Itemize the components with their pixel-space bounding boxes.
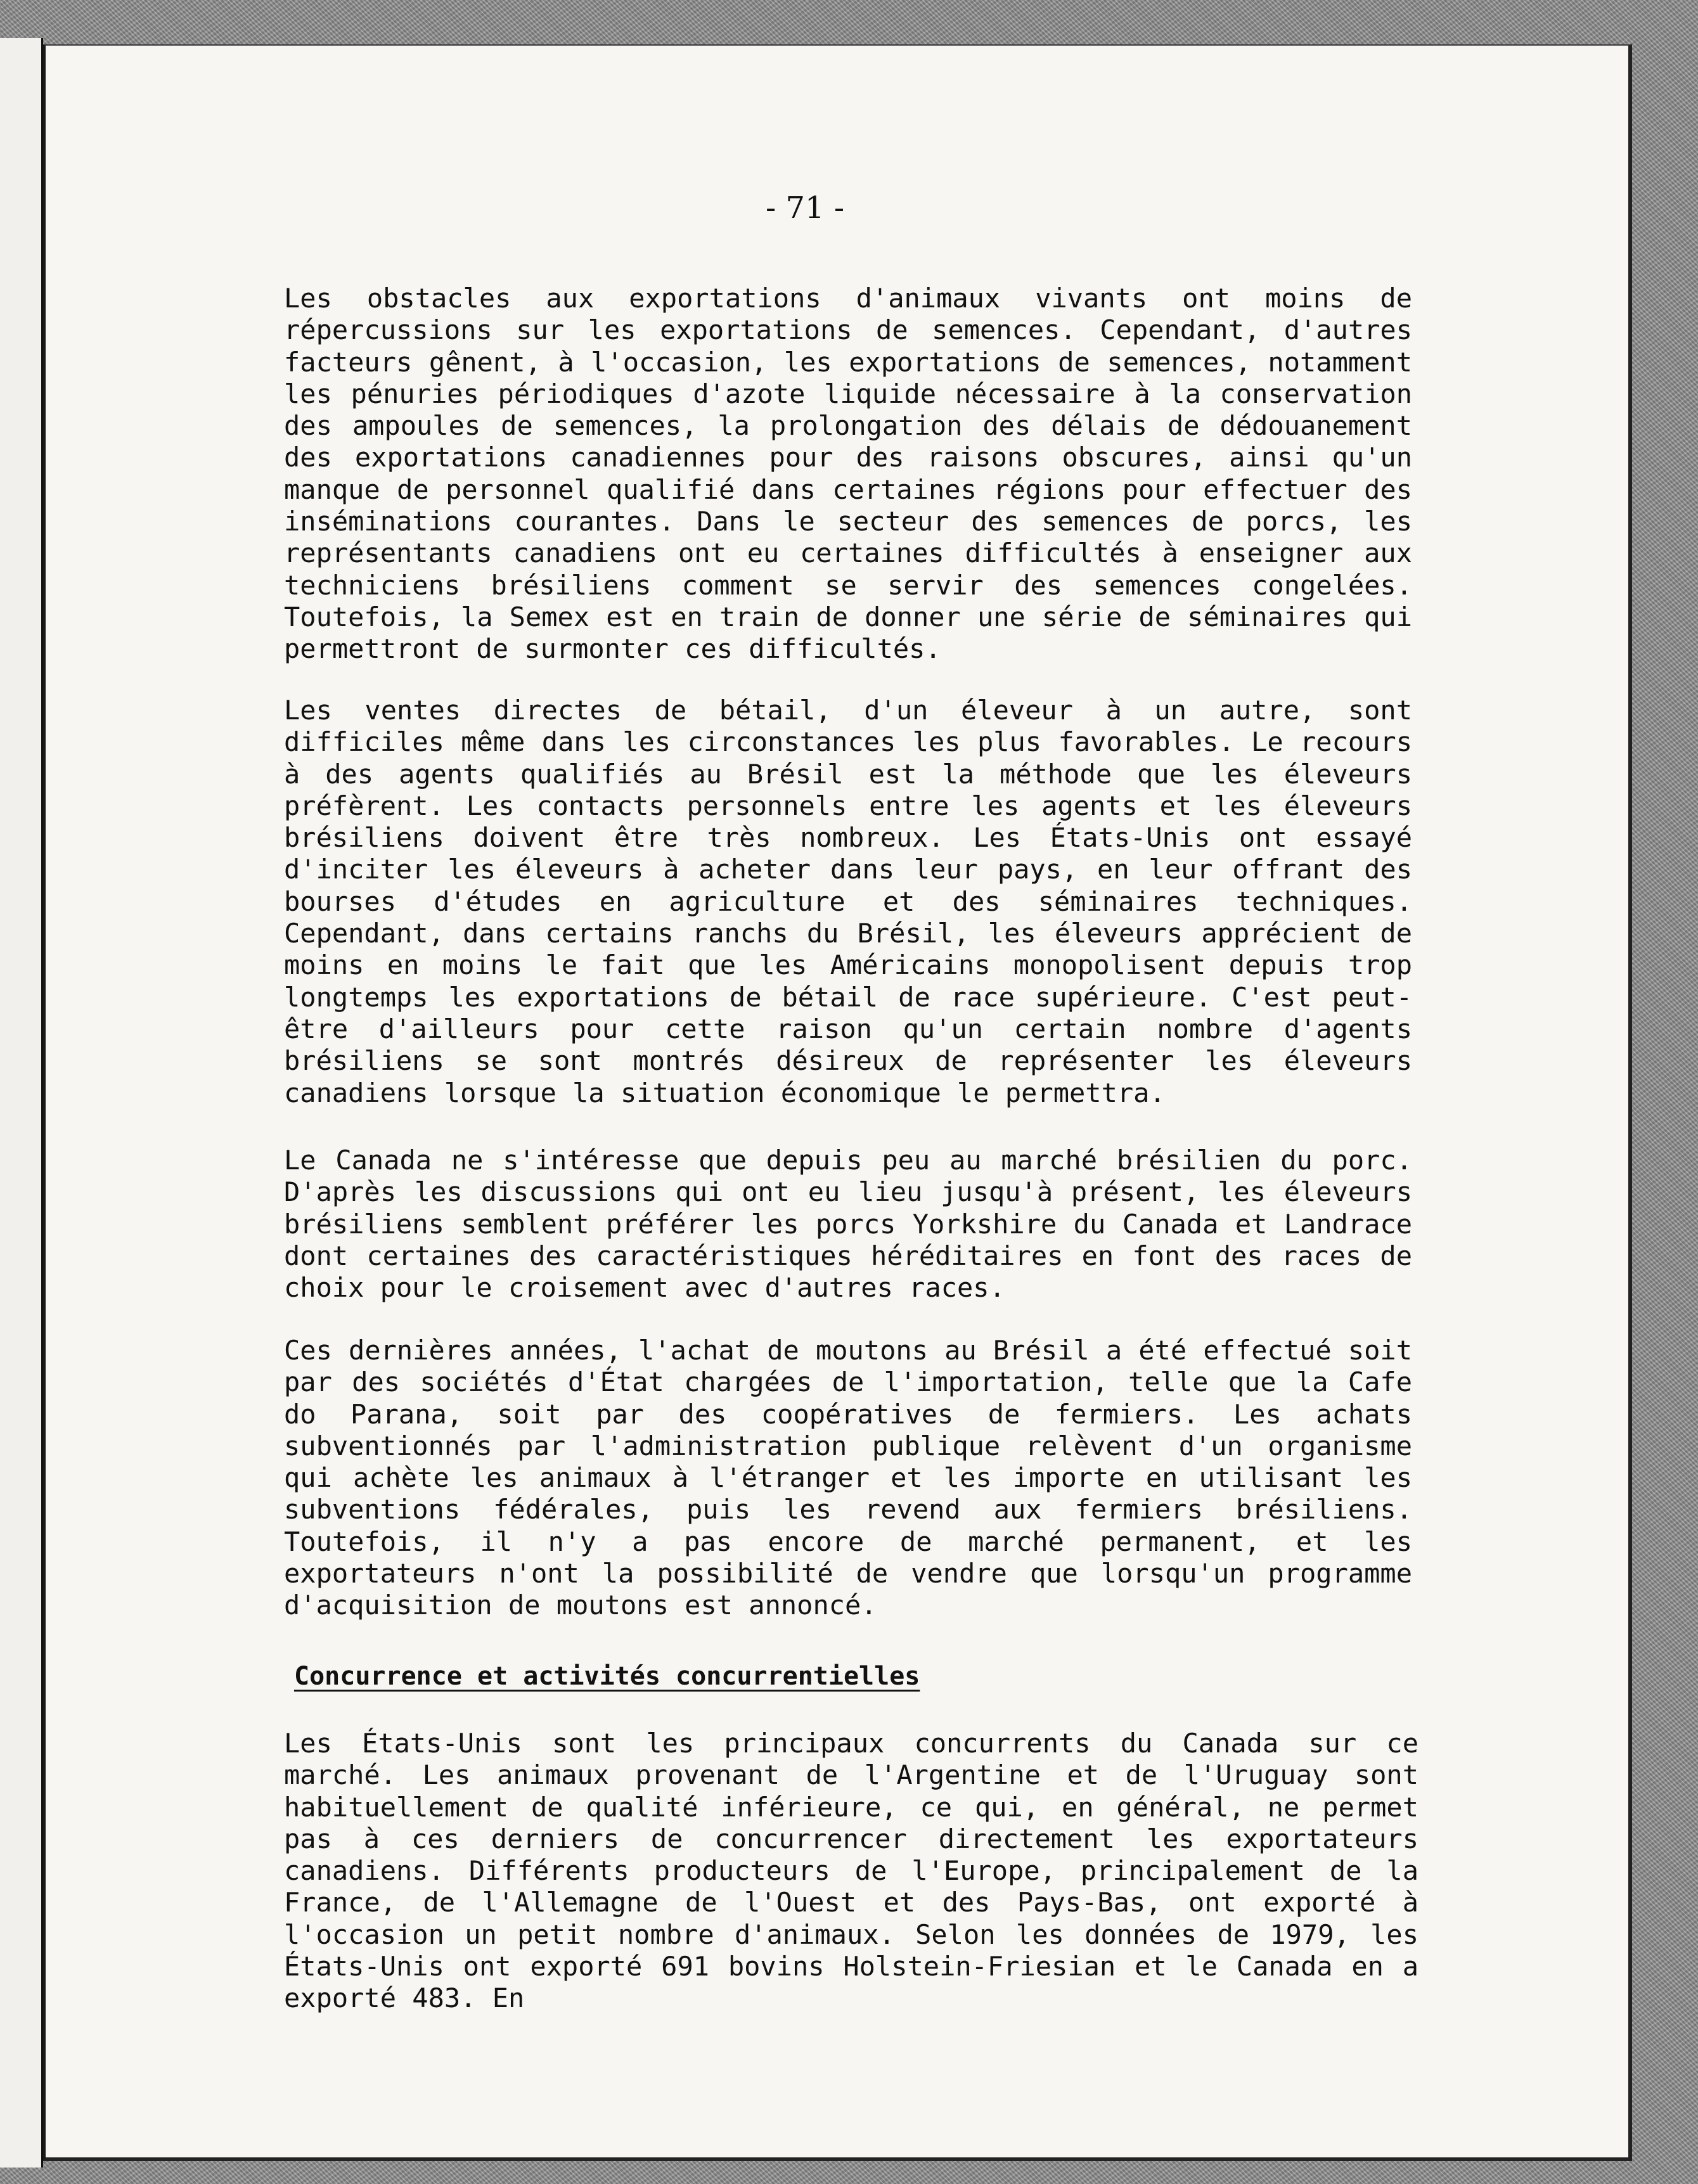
paragraph-competitors: Les États-Unis sont les principaux concurrents du Canada sur ce marché. Les animaux provenant de l'Argentine et de l'Uruguay sont habituellement de qualité inférieure, ce qui, en général, ne permet pas à ces derniers de concurrencer directement les exportateurs canadiens. Différents producteurs de l'Europe, principalement de la France, de l'Allemagne de l'Ouest et des Pays-Bas, ont exporté à l'occasion un petit nombre d'animaux. Selon les données de 1979, les États-Unis ont exporté 691 bovins Holstein-Friesian et le Canada en a exporté 483. En <box>284 1728 1418 2014</box>
page-number: - 71 - <box>766 190 845 226</box>
section-heading-competition: Concurrence et activités concurrentielles <box>294 1662 920 1691</box>
adjacent-page-edge <box>0 38 43 2168</box>
paragraph-sheep-purchases: Ces dernières années, l'achat de moutons au Brésil a été effectué soit par des sociétés d'État chargées de l'importation, telle que la Cafe do Parana, soit par des coopératives de fermiers. Les achats subventionnés par l'administration publique relèvent d'un organisme qui achète les animaux à l'étranger et les importe en utilisant les subventions fédérales, puis les revend aux fermiers brésiliens. Toutefois, il n'y a pas encore de marché permanent, et les exportateurs n'ont la possibilité de vendre que lorsqu'un programme d'acquisition de moutons est annoncé. <box>284 1335 1412 1621</box>
paragraph-pork-market: Le Canada ne s'intéresse que depuis peu au marché brésilien du porc. D'après les discussions qui ont eu lieu jusqu'à présent, les éleveurs brésiliens semblent préférer les porcs Yorkshire du Canada et Landrace dont certaines des caractéristiques héréditaires en font des races de choix pour le croisement avec d'autres races. <box>284 1145 1412 1304</box>
paragraph-direct-livestock-sales: Les ventes directes de bétail, d'un éleveur à un autre, sont difficiles même dans les circonstances les plus favorables. Le recours à des agents qualifiés au Brésil est la méthode que les éleveurs préfèrent. Les contacts personnels entre les agents et les éleveurs brésiliens doivent être très nombreux. Les États-Unis ont essayé d'inciter les éleveurs à acheter dans leur pays, en leur offrant des bourses d'études en agriculture et des séminaires techniques. Cependant, dans certains ranchs du Brésil, les éleveurs apprécient de moins en moins le fait que les Américains monopolisent depuis trop longtemps les exportations de bétail de race supérieure. C'est peut-être d'ailleurs pour cette raison qu'un certain nombre d'agents brésiliens se sont montrés désireux de représenter les éleveurs canadiens lorsque la situation économique le permettra. <box>284 695 1412 1108</box>
paragraph-livestock-export-obstacles: Les obstacles aux exportations d'animaux vivants ont moins de répercussions sur les exportations de semences. Cependant, d'autres facteurs gênent, à l'occasion, les exportations de semences, notamment les pénuries périodiques d'azote liquide nécessaire à la conservation des ampoules de semences, la prolongation des délais de dédouanement des exportations canadiennes pour des raisons obscures, ainsi qu'un manque de personnel qualifié dans certaines régions pour effectuer des inséminations courantes. Dans le secteur des semences de porcs, les représentants canadiens ont eu certaines difficultés à enseigner aux techniciens brésiliens comment se servir des semences congelées. Toutefois, la Semex est en train de donner une série de séminaires qui permettront de surmonter ces difficultés. <box>284 283 1412 665</box>
